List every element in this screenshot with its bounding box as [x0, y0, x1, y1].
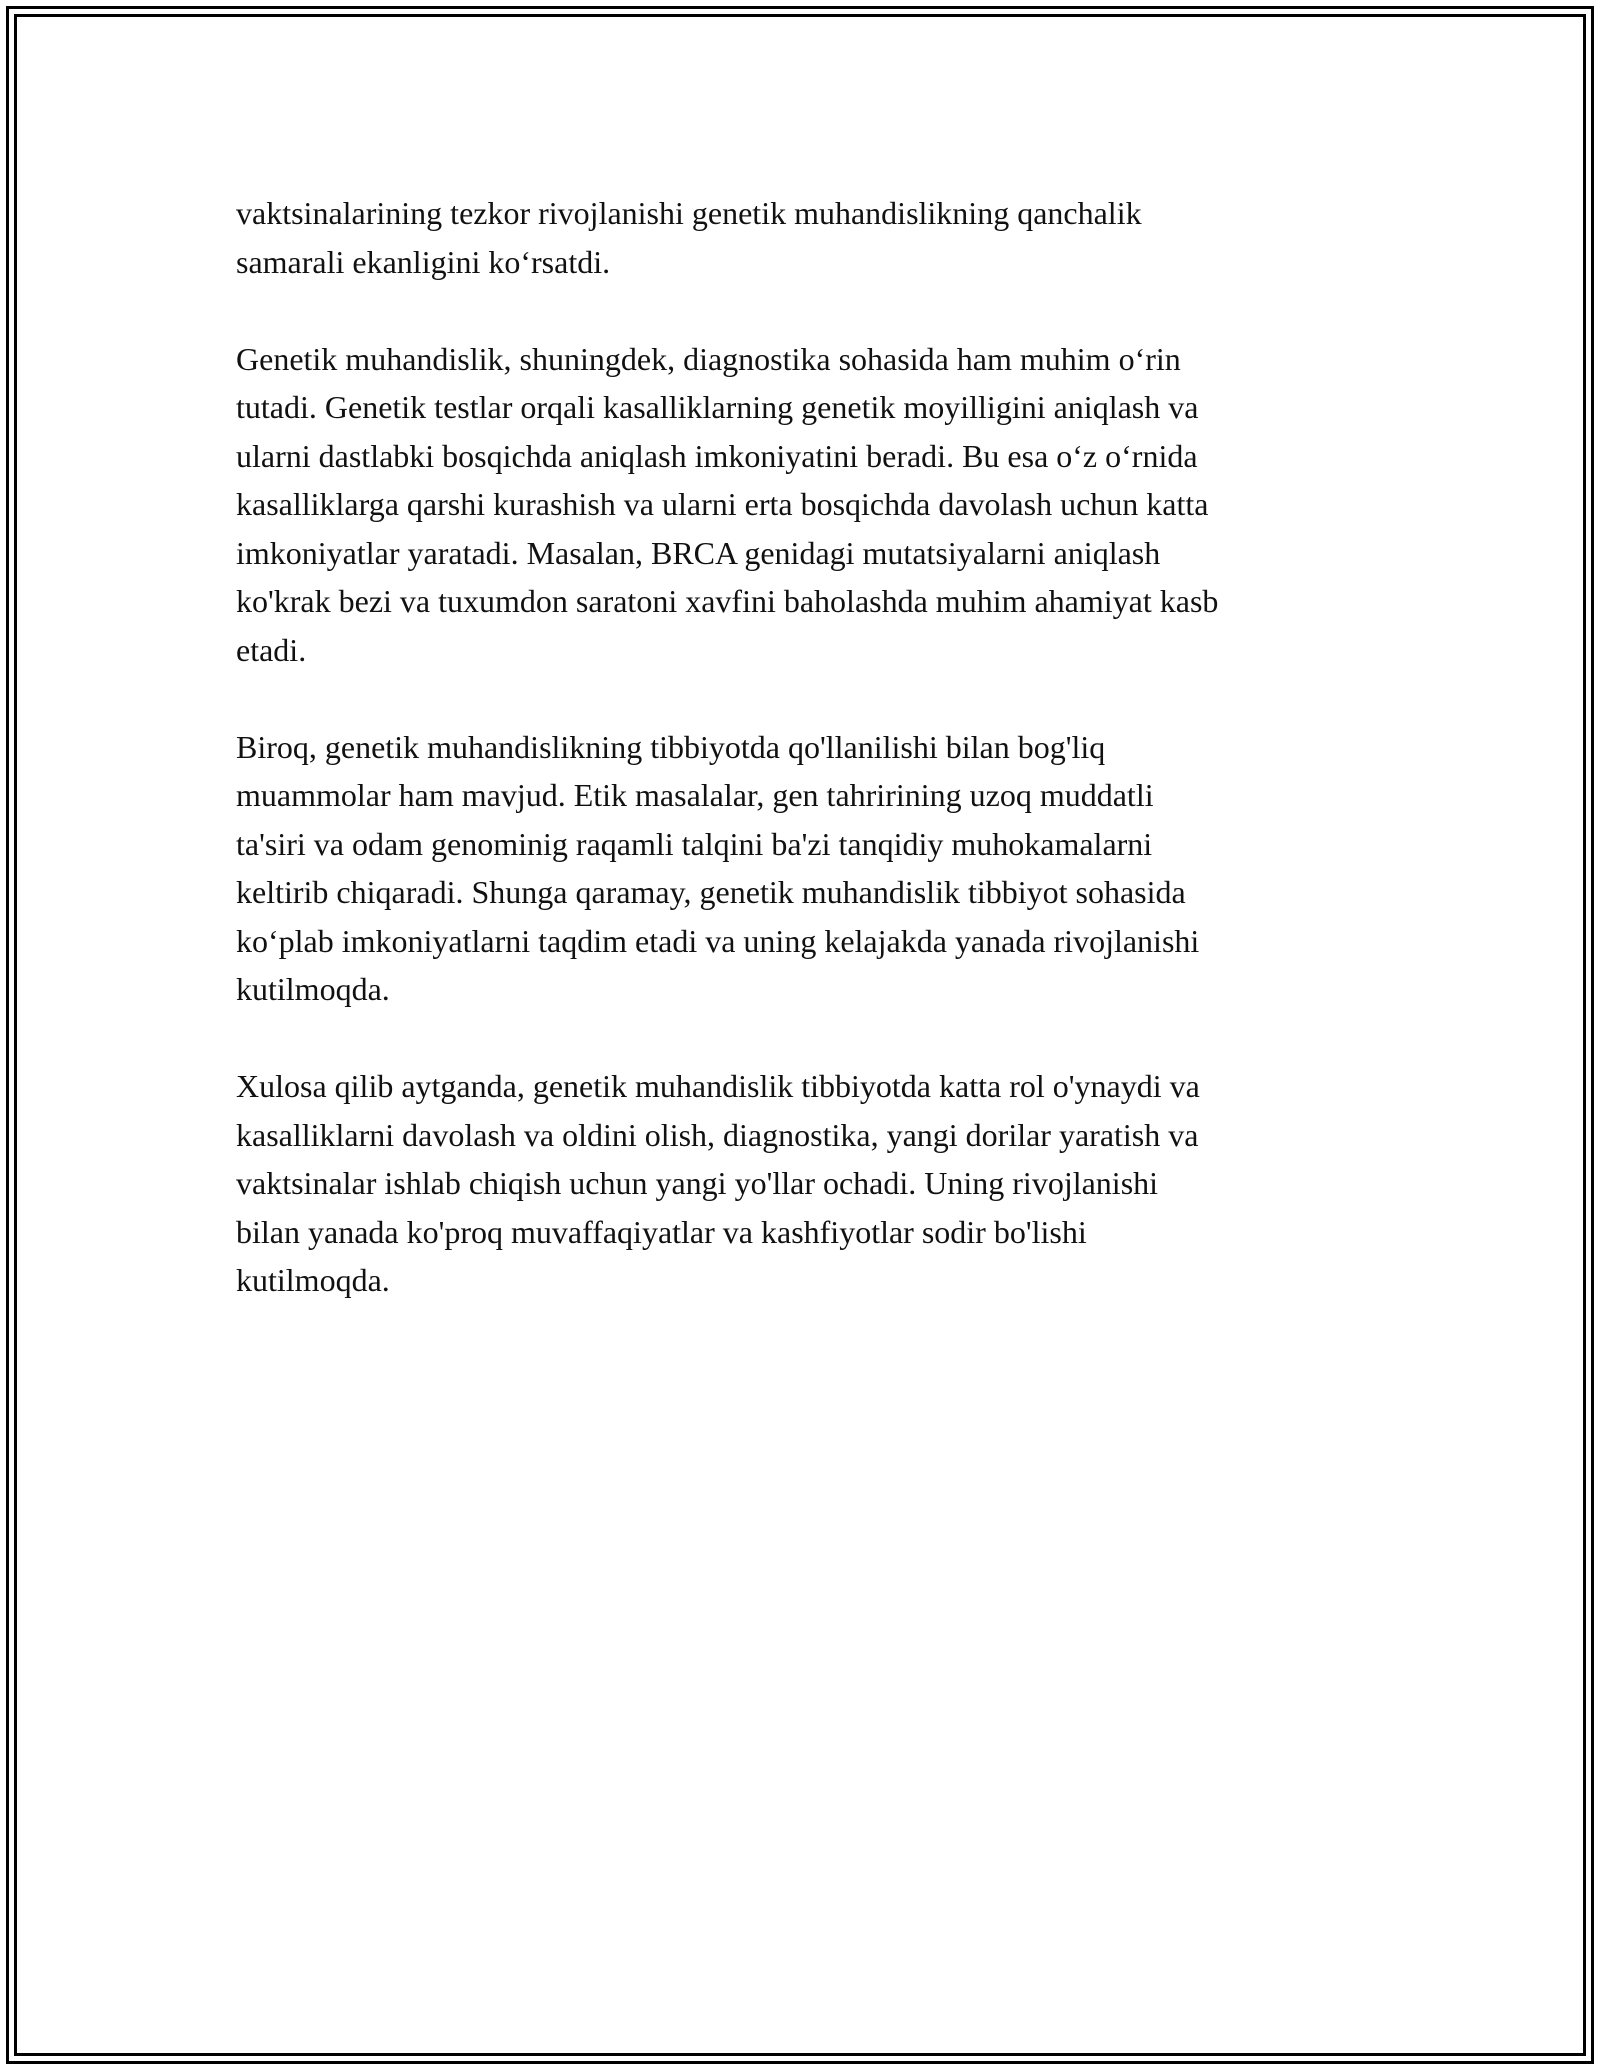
paragraph-vaccines-conclusion: vaktsinalarining tezkor rivojlanishi genetik muhandislikning qanchalik samarali ekanligini ko‘rsatdi. [236, 195, 1142, 280]
document-body [236, 189, 1376, 1353]
paragraph-summary: Xulosa qilib aytganda, genetik muhandislik tibbiyotda katta rol o'ynaydi va kasalliklarni davolash va oldini olish, diagnostika, yangi dorilar yaratish va vaktsinalar ishlab chiqish uchun yangi yo'llar ochadi. Uning rivojlanishi bilan yanada ko'proq muvaffaqiyatlar va kashfiyotlar sodir bo'lishi kutilmoqda. [236, 1068, 1200, 1298]
paragraph-challenges: Biroq, genetik muhandislikning tibbiyotda qo'llanilishi bilan bog'liq muammolar ham mavjud. Etik masalalar, gen tahririning uzoq muddatli ta'siri va odam genominig raqamli talqini ba'zi tanqidiy muhokamalarni keltirib chiqaradi. Shunga qaramay, genetik muhandislik tibbiyot sohasida ko‘plab imkoniyatlarni taqdim etadi va uning kelajakda yanada rivojlanishi kutilmoqda. [236, 728, 1200, 1007]
paragraph-diagnostics: Genetik muhandislik, shuningdek, diagnostika sohasida ham muhim o‘rin tutadi. Genetik testlar orqali kasalliklarning genetik moyilligini aniqlash va ularni dastlabki bosqichda aniqlash imkoniyatini beradi. Bu esa o‘z o‘rnida kasalliklarga qarshi kurashish va ularni erta bosqichda davolash uchun katta imkoniyatlar yaratadi. Masalan, BRCA genidagi mutatsiyalarni aniqlash ko'krak bezi va tuxumdon saratoni xavfini baholashda muhim ahamiyat kasb etadi. [236, 340, 1219, 668]
